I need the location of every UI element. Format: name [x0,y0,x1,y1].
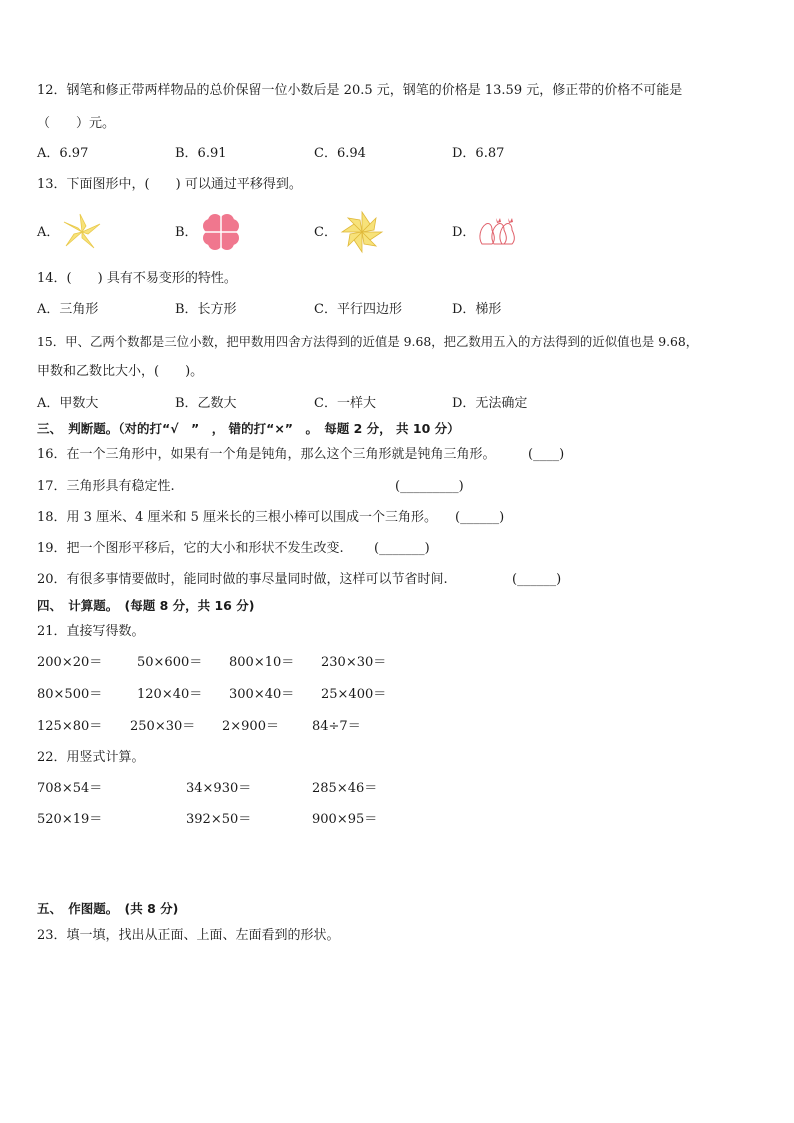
q22-text: 22．用竖式计算。 [37,750,145,765]
q16-text: 16．在一个三角形中，如果有一个角是钝角，那么这个三角形就是钝角三角形。 [37,447,496,462]
q21-item: 800×10＝ [229,655,295,670]
q14-text: 14．( ) 具有不易变形的特性。 [37,271,237,286]
q15-option-a[interactable]: A．甲数大 [37,396,99,411]
q20-answer-blank[interactable]: (______) [512,572,562,587]
q14-option-d[interactable]: D．梯形 [452,302,502,317]
q23-text: 23．填一填，找出从正面、上面、左面看到的形状。 [37,928,340,943]
q21-item: 300×40＝ [229,687,295,702]
q12-option-a[interactable]: A．6.97 [37,146,89,161]
q15-line2: 甲数和乙数比大小，( )。 [37,364,204,379]
q12-option-b[interactable]: B．6.91 [175,146,227,161]
q15-option-c[interactable]: C．一样大 [314,396,376,411]
q19-text: 19．把一个图形平移后，它的大小和形状不发生改变. [37,541,344,556]
q21-item: 50×600＝ [137,655,203,670]
q17-text: 17．三角形具有稳定性. [37,479,175,494]
q21-item: 84÷7＝ [312,719,361,734]
q16-answer-blank[interactable]: (____) [528,447,565,462]
q20-text: 20．有很多事情要做时，能同时做的事尽量同时做，这样可以节省时间. [37,572,448,587]
q14-option-c[interactable]: C．平行四边形 [314,302,402,317]
q22-item: 285×46＝ [312,781,378,796]
q13-option-a[interactable]: A． [37,225,60,240]
q22-item: 708×54＝ [37,781,103,796]
q15-option-b[interactable]: B．乙数大 [175,396,237,411]
q13-text: 13．下面图形中，( ) 可以通过平移得到。 [37,177,302,192]
q22-item: 392×50＝ [186,812,252,827]
q21-item: 250×30＝ [130,719,196,734]
section-5-heading: 五、 作图题。 (共 8 分) [37,901,179,916]
q21-item: 230×30＝ [321,655,387,670]
q17-answer-blank[interactable]: (_________) [395,479,464,494]
q22-item: 900×95＝ [312,812,378,827]
section-3-heading: 三、 判断题。（对的打“√ ” ， 错的打“×” 。 每题 2 分， 共 10 分） [37,421,460,436]
q12-line1: 12．钢笔和修正带两样物品的总价保留一位小数后是 20.5 元，钢笔的价格是 13.59 元，修正带的价格不可能是 [37,83,683,98]
pinwheel-icon [60,212,104,252]
q15-line1: 15．甲、乙两个数都是三位小数，把甲数用四舍方法得到的近值是 9.68，把乙数用五入的方法得到的近似值也是 9.68， [37,334,699,349]
q15-option-d[interactable]: D．无法确定 [452,396,528,411]
q22-item: 520×19＝ [37,812,103,827]
star-pinwheel-icon [340,210,384,254]
two-hens-icon [476,214,524,250]
q14-option-b[interactable]: B．长方形 [175,302,237,317]
q13-option-c[interactable]: C． [314,225,337,240]
q14-option-a[interactable]: A．三角形 [37,302,99,317]
q21-item: 25×400＝ [321,687,387,702]
q12-option-c[interactable]: C．6.94 [314,146,366,161]
q13-option-b[interactable]: B． [175,225,198,240]
q21-item: 120×40＝ [137,687,203,702]
q21-text: 21．直接写得数。 [37,624,145,639]
section-4-heading: 四、 计算题。 (每题 8 分，共 16 分) [37,598,255,613]
q21-item: 2×900＝ [222,719,279,734]
four-heart-flower-icon [200,211,242,253]
q21-item: 125×80＝ [37,719,103,734]
q13-option-d[interactable]: D． [452,225,476,240]
q22-item: 34×930＝ [186,781,252,796]
q21-item: 80×500＝ [37,687,103,702]
q19-answer-blank[interactable]: (_______) [374,541,430,556]
q12-line2: （ ）元。 [37,116,116,131]
q18-text: 18．用 3 厘米、4 厘米和 5 厘米长的三根小棒可以围成一个三角形。 [37,510,438,525]
q21-item: 200×20＝ [37,655,103,670]
q12-option-d[interactable]: D．6.87 [452,146,505,161]
q18-answer-blank[interactable]: (______) [455,510,505,525]
